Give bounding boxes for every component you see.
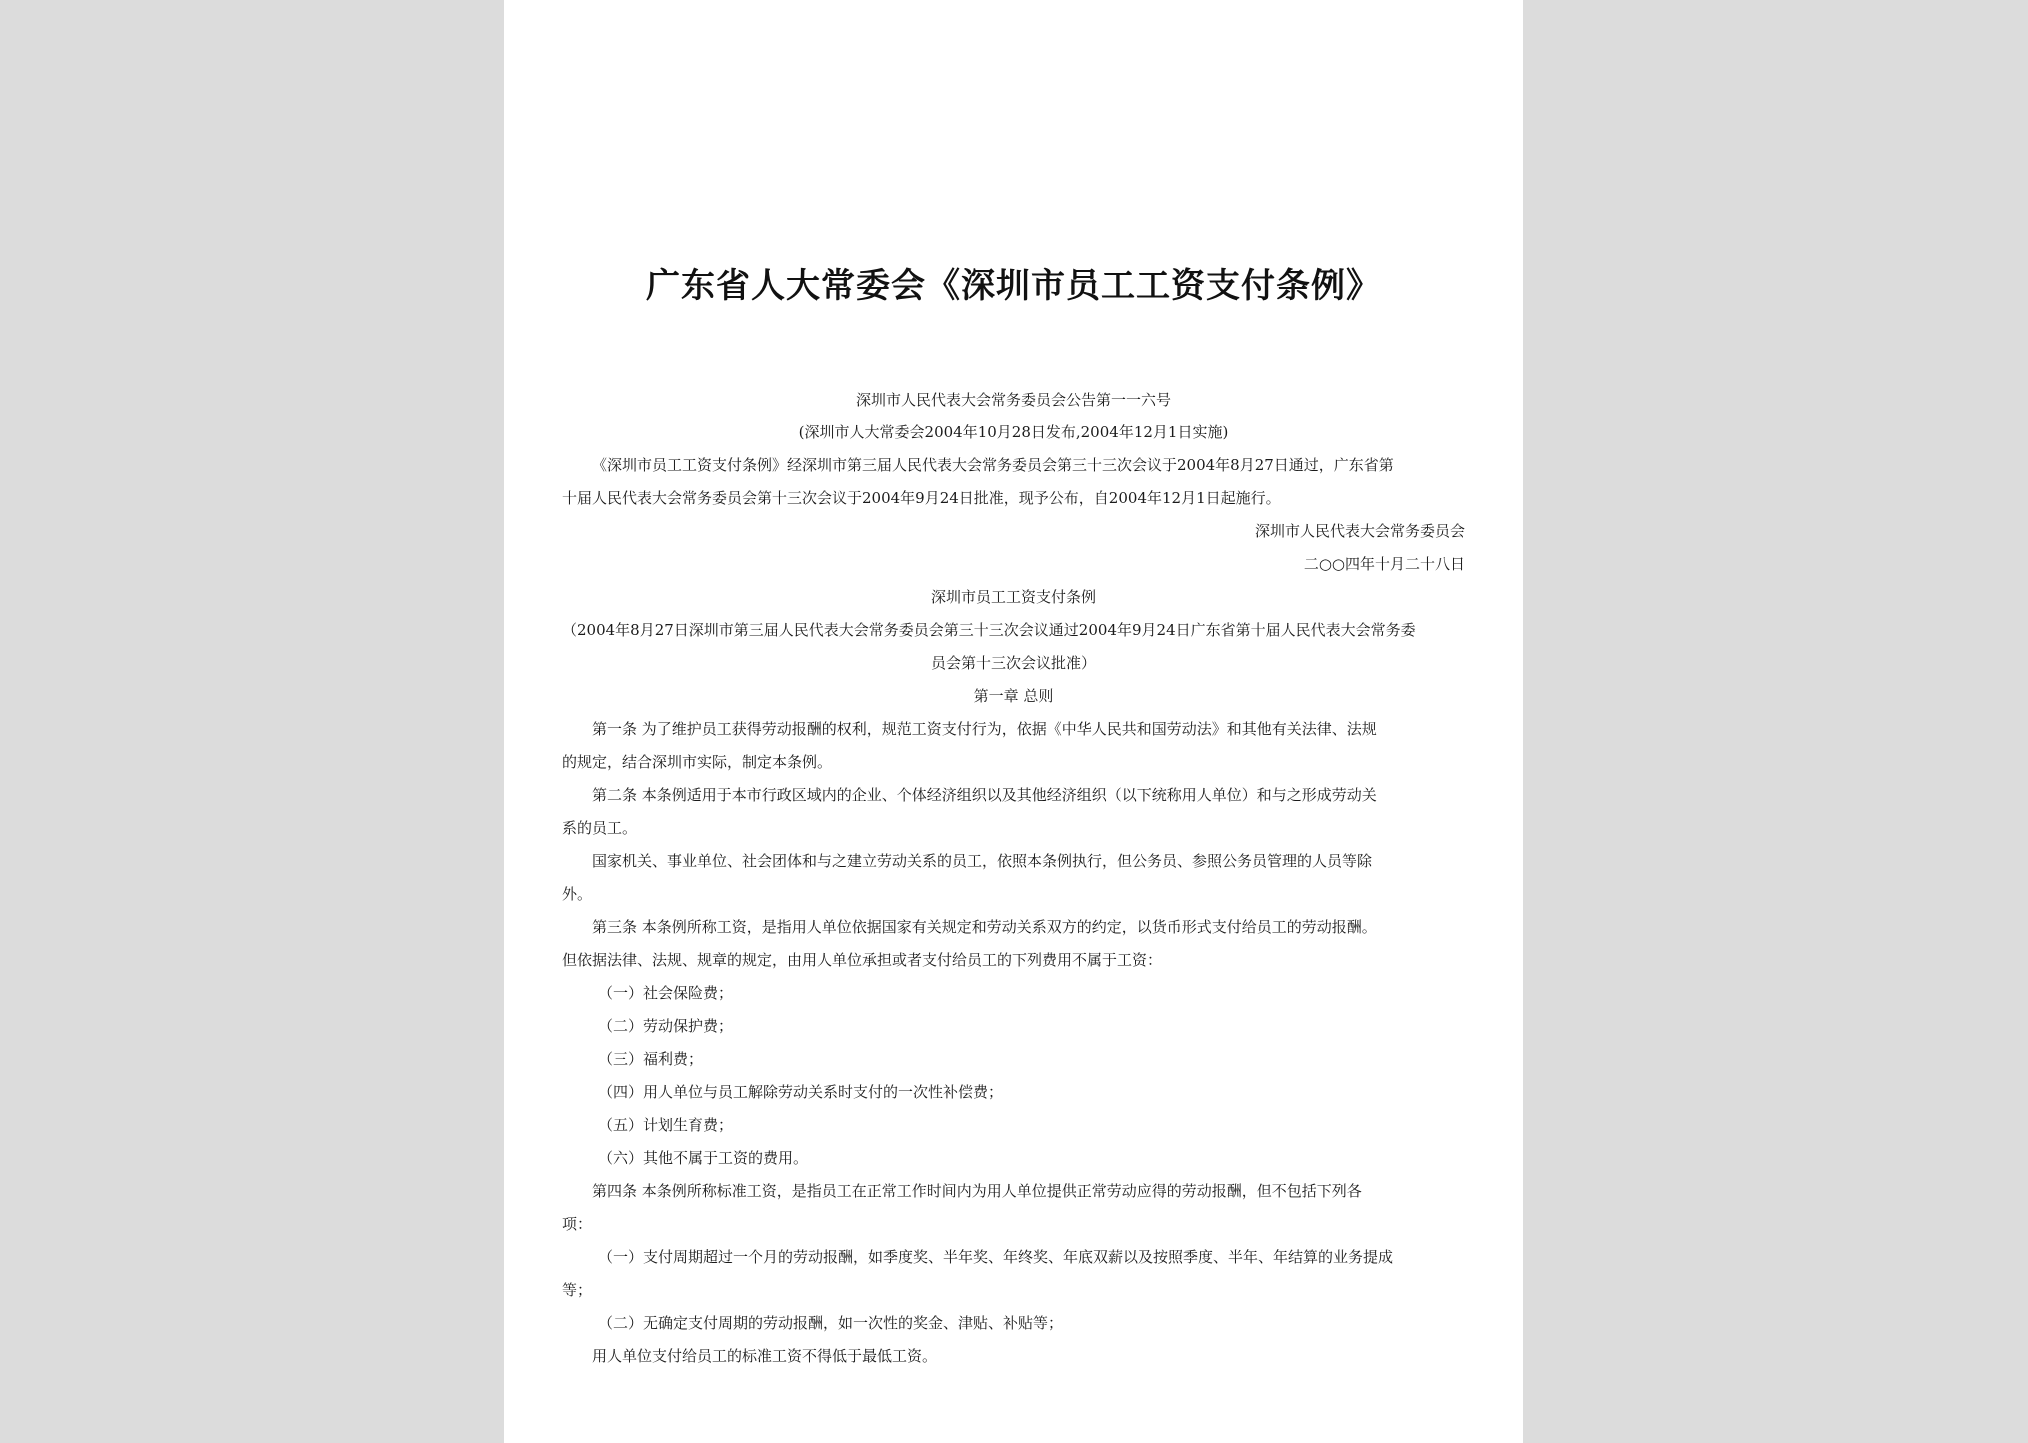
article-3-line: 第三条 本条例所称工资，是指用人单位依据国家有关规定和劳动关系双方的约定，以货币形式支付给员工的劳动报酬。 [592,918,1377,936]
list-item: （五）计划生育费； [598,1116,734,1134]
list-item: （六）其他不属于工资的费用。 [598,1149,809,1167]
article-2-paragraph-line: 外。 [562,885,593,903]
article-1-line: 第一条 为了维护员工获得劳动报酬的权利，规范工资支付行为，依据《中华人民共和国劳动法》和其他有关法律、法规 [592,720,1377,738]
list-item: （一）支付周期超过一个月的劳动报酬，如季度奖、半年奖、年终奖、年底双薪以及按照季度、半年、年结算的业务提成 [598,1248,1394,1266]
announcement-number: 深圳市人民代表大会常务委员会公告第一一六号 [855,391,1171,409]
document-title: 广东省人大常委会《深圳市员工工资支付条例》 [646,266,1381,306]
intro-paragraph-line: 十届人民代表大会常务委员会第十三次会议于2004年9月24日批准，现予公布，自2004年12月1日起施行。 [562,489,1281,507]
list-item-continuation: 等； [562,1281,593,1299]
article-4-paragraph: 用人单位支付给员工的标准工资不得低于最低工资。 [592,1347,938,1365]
list-item: （三）福利费； [598,1050,704,1068]
list-item: （一）社会保险费； [598,984,734,1002]
article-1-line: 的规定，结合深圳市实际，制定本条例。 [562,753,833,771]
article-4-line: 第四条 本条例所称标准工资，是指员工在正常工作时间内为用人单位提供正常劳动应得的劳动报酬，但不包括下列各 [592,1182,1362,1200]
issue-note: (深圳市人大常委会2004年10月28日发布,2004年12月1日实施) [798,423,1229,441]
approval-note-line: （2004年8月27日深圳市第三届人民代表大会常务委员会第三十三次会议通过2004年9月24日广东省第十届人民代表大会常务委 [562,621,1416,639]
approval-note-line: 员会第十三次会议批准） [930,654,1096,672]
article-2-line: 系的员工。 [562,819,638,837]
signatory: 深圳市人民代表大会常务委员会 [1254,522,1465,540]
article-3-line: 但依据法律、法规、规章的规定，由用人单位承担或者支付给员工的下列费用不属于工资： [562,951,1163,969]
list-item: （四）用人单位与员工解除劳动关系时支付的一次性补偿费； [598,1083,1004,1101]
chapter-heading: 第一章 总则 [973,687,1054,705]
intro-paragraph-line: 《深圳市员工工资支付条例》经深圳市第三届人民代表大会常务委员会第三十三次会议于2004年8月27日通过，广东省第 [592,456,1394,474]
regulation-title: 深圳市员工工资支付条例 [930,588,1096,606]
list-item: （二）劳动保护费； [598,1017,734,1035]
article-4-line: 项： [562,1215,593,1233]
list-item: （二）无确定支付周期的劳动报酬，如一次性的奖金、津贴、补贴等； [598,1314,1064,1332]
document-page [504,0,1523,1443]
article-2-line: 第二条 本条例适用于本市行政区域内的企业、个体经济组织以及其他经济组织（以下统称用人单位）和与之形成劳动关 [592,786,1377,804]
sign-date: 二○○四年十月二十八日 [1303,555,1465,573]
article-2-paragraph-line: 国家机关、事业单位、社会团体和与之建立劳动关系的员工，依照本条例执行，但公务员、参照公务员管理的人员等除 [592,852,1373,870]
